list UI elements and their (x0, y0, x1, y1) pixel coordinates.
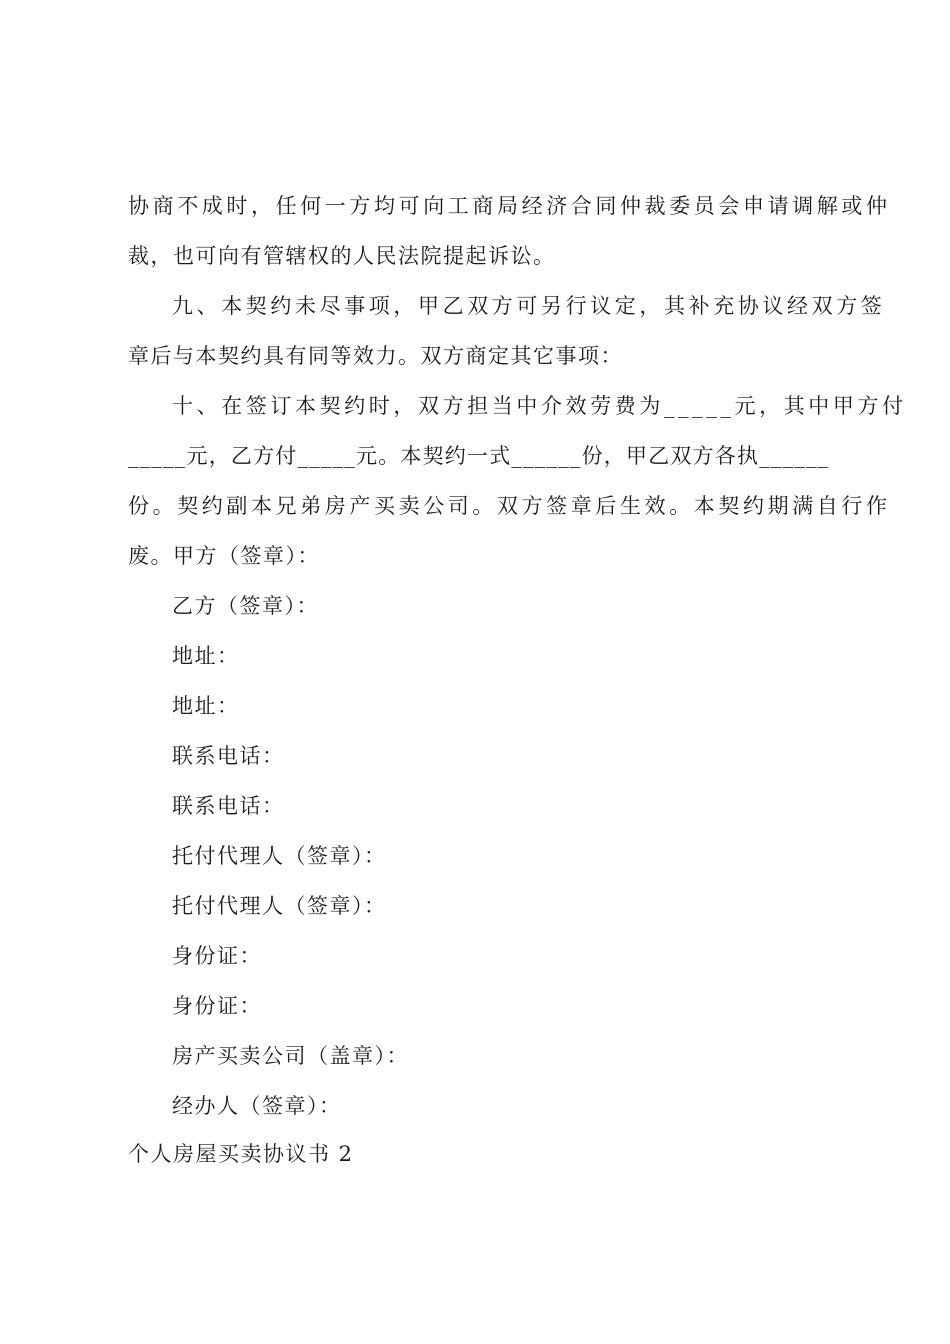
address-field-a: 地址： (172, 644, 240, 668)
clause-10-line-1: 十、在签订本契约时，双方担当中介效劳费为_____元，其中甲方付 (172, 394, 907, 418)
handler-signature: 经办人（签章）： (172, 1094, 342, 1118)
party-a-signature: 废。甲方（签章）： (128, 544, 320, 568)
id-field-a: 身份证： (172, 944, 262, 968)
clause-10-line-3: 份。契约副本兄弟房产买卖公司。双方签章后生效。本契约期满自行作 (128, 494, 891, 518)
paragraph-8-line-1: 协商不成时，任何一方均可向工商局经济合同仲裁委员会申请调解或仲 (128, 194, 891, 218)
phone-field-a: 联系电话： (172, 744, 285, 768)
section-heading: 个人房屋买卖协议书 2 (128, 1142, 354, 1166)
clause-9-line-1: 九、本契约未尽事项，甲乙双方可另行议定，其补充协议经双方签 (172, 294, 886, 318)
agent-signature-a: 托付代理人（签章）： (172, 844, 387, 868)
party-b-signature: 乙方（签章）： (172, 594, 319, 618)
company-seal-field: 房产买卖公司（盖章）： (172, 1044, 409, 1068)
id-field-b: 身份证： (172, 994, 262, 1018)
agent-signature-b: 托付代理人（签章）： (172, 894, 387, 918)
clause-10-line-2: _____元，乙方付_____元。本契约一式______份，甲乙双方各执______ (128, 444, 830, 468)
clause-9-line-2: 章后与本契约具有同等效力。双方商定其它事项： (128, 344, 623, 368)
phone-field-b: 联系电话： (172, 794, 285, 818)
address-field-b: 地址： (172, 694, 240, 718)
paragraph-8-line-2: 裁，也可向有管辖权的人民法院提起诉讼。 (128, 244, 556, 268)
